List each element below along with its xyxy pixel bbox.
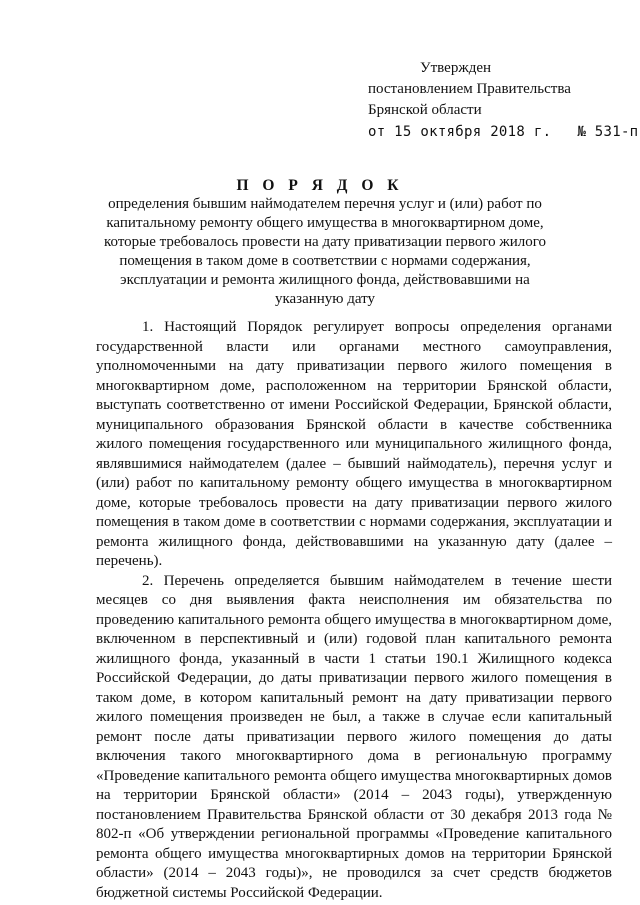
- document-title: П О Р Я Д О К: [236, 177, 404, 194]
- document-body: [96, 318, 612, 903]
- paragraph-1: 1. Настоящий Порядок регулирует вопросы определения органами государственной власти или органами местного самоуправления, уполномоченными на дату приватизации первого жилого помещения в многоквартирном доме, расположенном на территории Брянской области, выступать соответственно от имени Российской Федерации, Брянской области, муниципального образования Брянской области в качестве собственника жилого помещения государственного или муниципального жилищного фонда, являвшимися наймодателем (далее – бывший наймодатель), перечня услуг и (или) работ по капитальному ремонту общего имущества в многоквартирном доме, которые требовалось провести на дату приватизации первого жилого помещения в таком доме в соответствии с нормами содержания, эксплуатации и ремонта жилищного фонда, действовавшими на указанную дату (далее – перечень).: [96, 319, 612, 569]
- approval-number: № 531-п: [577, 124, 639, 140]
- approval-authority: постановлением Правительства: [368, 81, 571, 97]
- approval-date: от 15 октября 2018 г.: [368, 124, 552, 140]
- document-subtitle: определения бывшим наймодателем перечня услуг и (или) работ по капитальному ремонту общего имущества в многоквартирном доме, которые требовалось провести на дату приватизации первого жилого помещения в таком доме в соответствии с нормами содержания, эксплуатации и ремонта жилищного фонда, действовавшими на указанную дату: [103, 196, 547, 307]
- paragraph-2: 2. Перечень определяется бывшим наймодателем в течение шести месяцев со дня выявления факта неисполнения им обязательства по проведению капитального ремонта общего имущества в многоквартирном доме, включенном в перспективный и (или) годовой план капитального ремонта жилищного фонда, указанный в части 1 статьи 190.1 Жилищного кодекса Российской Федерации, до даты приватизации первого жилого помещения в таком доме, в котором капитальный ремонт на дату приватизации первого жилого помещения произведен не был, а также в случае если капитальный ремонт после даты приватизации первого жилого помещения до даты включения такого многоквартирного дома в региональную программу «Проведение капитального ремонта общего имущества многоквартирных домов на территории Брянской области» (2014 – 2043 годы), утвержденную постановлением Правительства Брянской области от 30 декабря 2013 года № 802-п «Об утверждении региональной программы «Проведение капитального ремонта общего имущества многоквартирных домов на территории Брянской области» (2014 – 2043 годы)», не проводился за счет средств бюджетов бюджетной системы Российской Федерации.: [96, 572, 612, 901]
- approval-heading: Утвержден: [420, 60, 492, 76]
- approval-block: [368, 58, 638, 143]
- approval-region: Брянской области: [368, 102, 482, 118]
- approval-date-line: [368, 122, 638, 143]
